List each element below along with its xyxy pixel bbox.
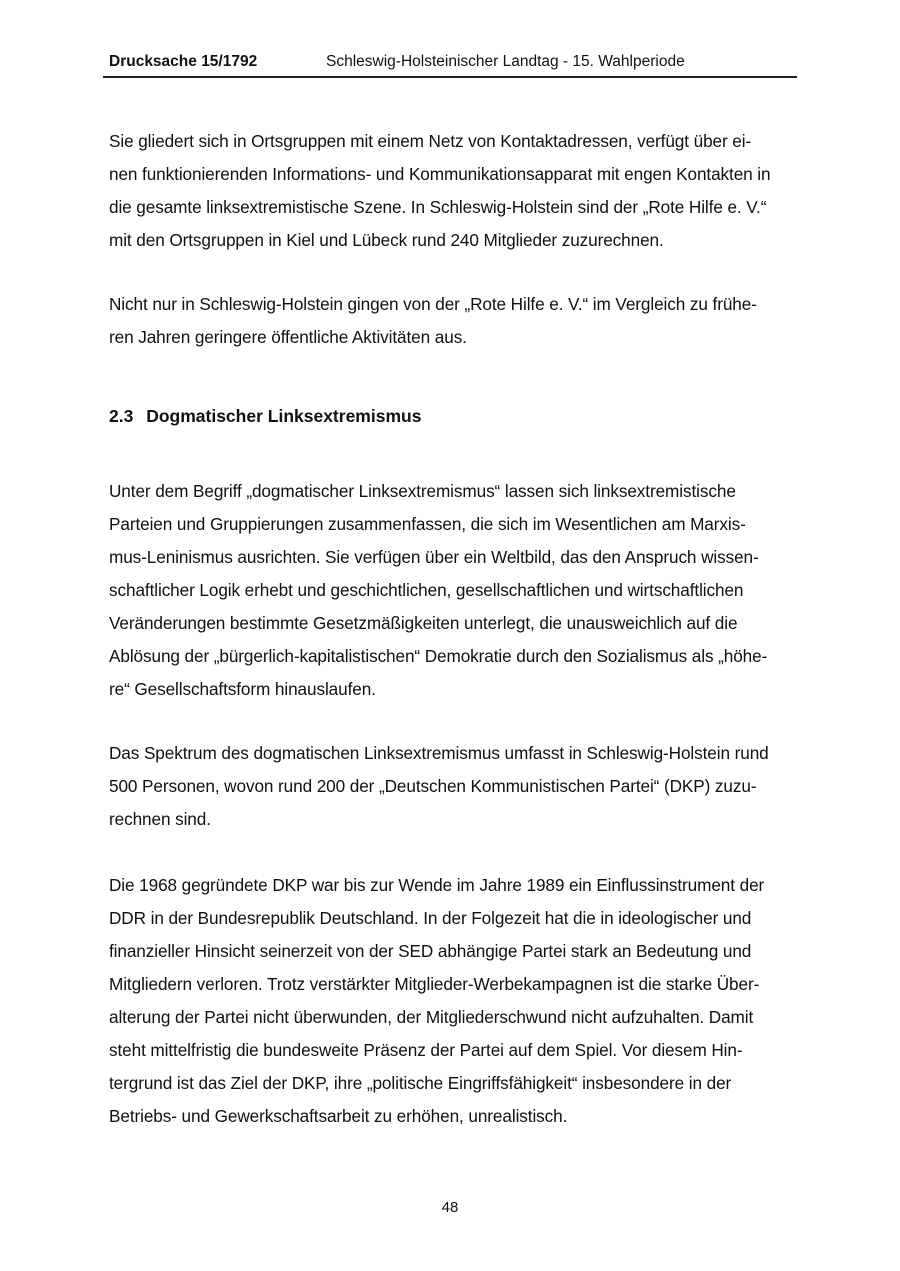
text-line: rechnen sind. <box>109 809 211 829</box>
paragraph-definition <box>109 475 799 706</box>
text-line: finanzieller Hinsicht seinerzeit von der SED abhängige Partei stark an Bedeutung und <box>109 941 752 961</box>
text-line: steht mittelfristig die bundesweite Präsenz der Partei auf dem Spiel. Vor diesem Hin- <box>109 1040 743 1060</box>
text-line: mus-Leninismus ausrichten. Sie verfügen über ein Weltbild, das den Anspruch wissen- <box>109 547 759 567</box>
text-line: Sie gliedert sich in Ortsgruppen mit einem Netz von Kontaktadressen, verfügt über ei- <box>109 131 752 151</box>
text-line: Die 1968 gegründete DKP war bis zur Wende im Jahre 1989 ein Einflussinstrument der <box>109 875 765 895</box>
text-line: mit den Ortsgruppen in Kiel und Lübeck rund 240 Mitglieder zuzurechnen. <box>109 230 664 250</box>
paragraph-rote-hilfe-organization <box>109 125 799 257</box>
paragraph-spectrum <box>109 737 799 836</box>
section-title: Dogmatischer Linksextremismus <box>146 406 422 426</box>
text-line: Nicht nur in Schleswig-Holstein gingen von der „Rote Hilfe e. V.“ im Vergleich zu frühe- <box>109 294 757 314</box>
text-line: schaftlicher Logik erhebt und geschichtlichen, gesellschaftlichen und wirtschaftlichen <box>109 580 744 600</box>
page-number: 48 <box>441 1199 459 1216</box>
text-line: Das Spektrum des dogmatischen Linksextremismus umfasst in Schleswig-Holstein rund <box>109 743 769 763</box>
document-number: Drucksache 15/1792 <box>109 53 258 70</box>
text-line: re“ Gesellschaftsform hinauslaufen. <box>109 679 376 699</box>
text-line: Ablösung der „bürgerlich-kapitalistischen“ Demokratie durch den Sozialismus als „höhe- <box>109 646 768 666</box>
text-line: Mitgliedern verloren. Trotz verstärkter Mitglieder-Werbekampagnen ist die starke Über- <box>109 974 760 994</box>
paragraph-dkp-history <box>109 869 799 1133</box>
section-number: 2.3 <box>109 406 134 426</box>
section-heading <box>109 406 421 427</box>
text-line: Unter dem Begriff „dogmatischer Linksextremismus“ lassen sich linksextremistische <box>109 481 736 501</box>
page-header <box>103 50 797 78</box>
text-line: nen funktionierenden Informations- und Kommunikationsapparat mit engen Kontakten in <box>109 164 771 184</box>
parliament-title: Schleswig-Holsteinischer Landtag - 15. Wahlperiode <box>326 53 685 70</box>
text-line: tergrund ist das Ziel der DKP, ihre „politische Eingriffsfähigkeit“ insbesondere in der <box>109 1073 732 1093</box>
text-line: DDR in der Bundesrepublik Deutschland. In der Folgezeit hat die in ideologischer und <box>109 908 752 928</box>
paragraph-rote-hilfe-activities <box>109 288 799 354</box>
text-line: Veränderungen bestimmte Gesetzmäßigkeiten unterlegt, die unausweichlich auf die <box>109 613 738 633</box>
text-line: ren Jahren geringere öffentliche Aktivitäten aus. <box>109 327 467 347</box>
text-line: Parteien und Gruppierungen zusammenfassen, die sich im Wesentlichen am Marxis- <box>109 514 746 534</box>
text-line: 500 Personen, wovon rund 200 der „Deutschen Kommunistischen Partei“ (DKP) zuzu- <box>109 776 757 796</box>
text-line: die gesamte linksextremistische Szene. In Schleswig-Holstein sind der „Rote Hilfe e. V.“ <box>109 197 767 217</box>
text-line: Betriebs- und Gewerkschaftsarbeit zu erhöhen, unrealistisch. <box>109 1106 568 1126</box>
text-line: alterung der Partei nicht überwunden, der Mitgliederschwund nicht aufzuhalten. Damit <box>109 1007 754 1027</box>
